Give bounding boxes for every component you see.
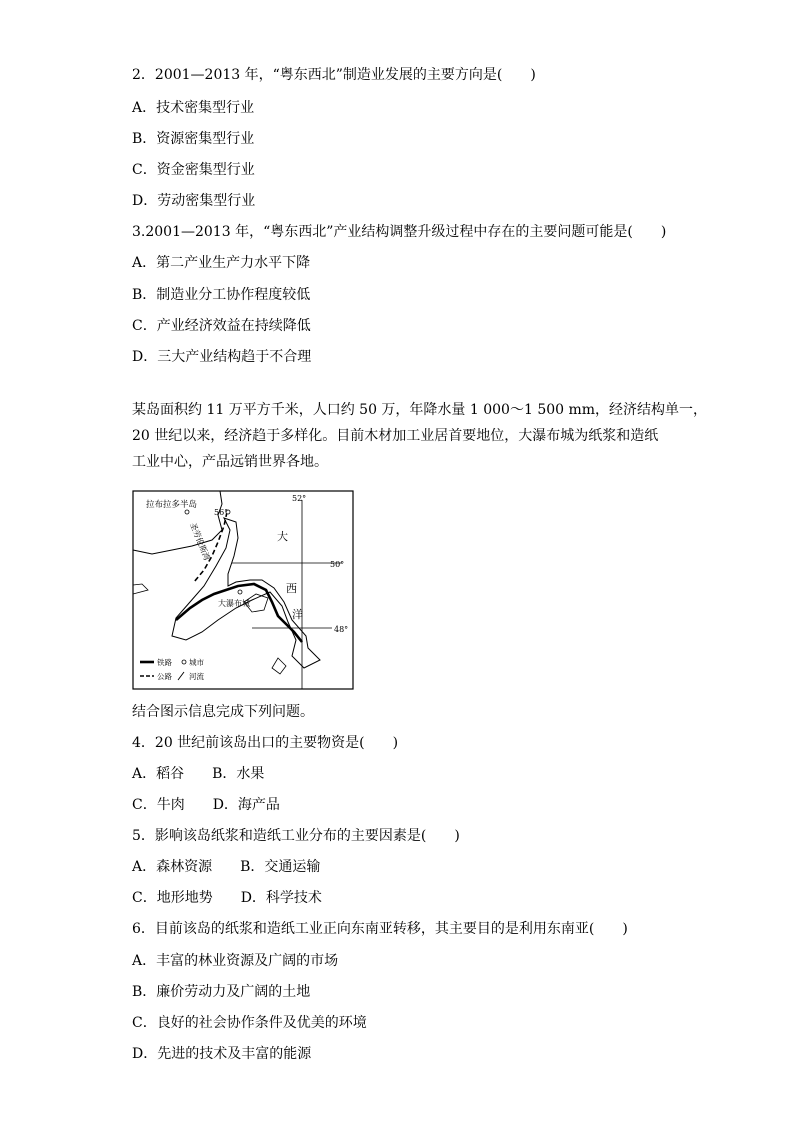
- q5-options-row-2: C．地形地势 D．科学技术: [132, 890, 322, 906]
- city-marker-north: [185, 510, 189, 514]
- ocean-label-1: 大: [277, 530, 288, 543]
- q2-option-c: C．资金密集型行业: [132, 162, 255, 178]
- legend-city-label: 城市: [189, 658, 204, 667]
- q3-option-b: B．制造业分工协作程度较低: [132, 287, 311, 303]
- lat-56-label: 56°: [214, 508, 229, 517]
- legend-city-symbol: [182, 660, 186, 664]
- q2-option-d: D．劳动密集型行业: [132, 193, 256, 209]
- q4-options-row-2: C．牛肉 D．海产品: [132, 797, 280, 813]
- q4-options-row-1: A．稻谷 B．水果: [132, 766, 265, 782]
- q6-stem: 6．目前该岛的纸浆和造纸工业正向东南亚转移，其主要目的是利用东南亚( ): [132, 921, 628, 937]
- passage-line-2: 20 世纪以来，经济趋于多样化。目前木材加工业居首要地位，大瀑布城为纸浆和造纸: [132, 428, 659, 444]
- q6-option-b: B．廉价劳动力及广阔的土地: [132, 984, 311, 1000]
- gulf-label: 圣劳伦斯湾: [188, 521, 212, 562]
- peninsula-label: 拉布拉多半岛: [146, 500, 198, 510]
- q3-stem: 3.2001—2013 年，“粤东西北”产业结构调整升级过程中存在的主要问题可能是( ): [132, 224, 667, 240]
- q3-option-d: D．三大产业结构趋于不合理: [132, 349, 312, 365]
- passage-line-3: 工业中心，产品远销世界各地。: [132, 454, 328, 470]
- legend-highway-label: 公路: [157, 672, 172, 681]
- city-marker-grand-falls: [238, 590, 242, 594]
- ocean-label-3: 洋: [292, 608, 303, 621]
- legend-river-label: 河流: [189, 672, 204, 681]
- passage: [132, 397, 708, 475]
- q6-option-d: D．先进的技术及丰富的能源: [132, 1046, 312, 1062]
- q4-stem: 4．20 世纪前该岛出口的主要物资是( ): [132, 735, 399, 751]
- q5-stem: 5．影响该岛纸浆和造纸工业分布的主要因素是( ): [132, 828, 460, 844]
- instruction: 结合图示信息完成下列问题。: [132, 704, 314, 720]
- q6-option-a: A．丰富的林业资源及广阔的市场: [132, 953, 339, 969]
- city-label: 大瀑布城: [218, 599, 250, 608]
- island-map: [132, 490, 354, 690]
- ocean-label-2: 西: [286, 582, 297, 595]
- lon-52-label: 52°: [292, 494, 307, 503]
- q2-option-b: B．资源密集型行业: [132, 131, 255, 147]
- lat-48-label: 48°: [334, 625, 349, 634]
- q6-option-c: C．良好的社会协作条件及优美的环境: [132, 1015, 367, 1031]
- q2-stem: 2．2001—2013 年，“粤东西北”制造业发展的主要方向是( ): [132, 67, 536, 83]
- lat-50-label: 50°: [330, 560, 345, 569]
- q3-option-a: A．第二产业生产力水平下降: [132, 255, 311, 271]
- legend-railway-label: 铁路: [157, 658, 172, 667]
- q5-options-row-1: A．森林资源 B．交通运输: [132, 859, 321, 875]
- q2-option-a: A．技术密集型行业: [132, 100, 255, 116]
- passage-line-1: 某岛面积约 11 万平方千米，人口约 50 万，年降水量 1 000～1 500 mm，经济结构单一，: [132, 402, 708, 418]
- q3-option-c: C．产业经济效益在持续降低: [132, 318, 311, 334]
